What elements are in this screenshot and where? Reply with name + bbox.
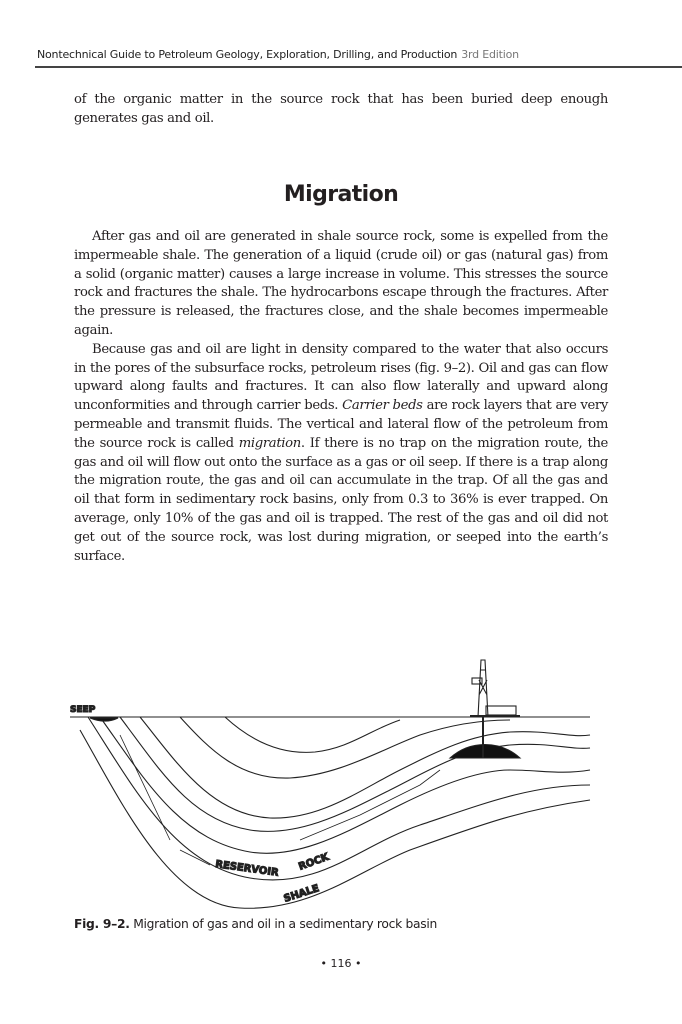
- drilling-rig-icon: [470, 660, 520, 717]
- caption-text: Migration of gas and oil in a sedimentary rock basin: [129, 917, 437, 931]
- body-text: [74, 228, 608, 566]
- intro-text: [74, 91, 608, 129]
- page-number: • 116 •: [320, 957, 362, 970]
- layer-boundary: [225, 717, 400, 752]
- running-header: [37, 48, 519, 61]
- oil-accumulation: [450, 745, 520, 759]
- layer-boundary: [180, 717, 510, 778]
- section-title: Migration: [283, 182, 399, 207]
- text-run: are rock layers that are very permeable and transmit fluids. The vertical and lateral flow of the petroleum from the source rock is called: [74, 398, 608, 451]
- paragraph: [74, 341, 608, 567]
- seep-oil: [90, 718, 118, 721]
- edition: 3rd Edition: [461, 48, 519, 61]
- label-reservoir: RESERVOIR: [214, 859, 280, 879]
- term-migration: migration: [238, 435, 301, 451]
- figure-caption: [74, 917, 437, 931]
- book-title: Nontechnical Guide to Petroleum Geology, Exploration, Drilling, and Production: [37, 48, 458, 61]
- figure-number: Fig. 9–2.: [74, 917, 130, 931]
- term-carrier-beds: Carrier beds: [342, 398, 423, 414]
- intro-paragraph: of the organic matter in the source rock that has been buried deep enough generates gas and oil.: [74, 92, 608, 126]
- label-seep: SEEP: [70, 705, 96, 715]
- text-run: . If there is no trap on the migration route, the gas and oil will flow out onto the surface as a gas or oil seep. If there is a trap along the migration route, the gas and oil can accumulate in the trap. Of all the gas and oil that form in sedimentary rock basins, only from 0.3 to 36% is ever trapped. On average, only 10% of the gas and oil is trapped. The rest of the gas and oil did not get out of the source rock, was lost during migration, or seeped into the earth’s surface.: [74, 435, 608, 564]
- label-rock: ROCK: [297, 851, 331, 873]
- migration-figure: [60, 640, 620, 920]
- text-run: Because gas and oil are light in density compared to the water that also occurs in the pores of the subsurface rocks, petroleum rises (fig. 9–2). Oil and gas can flow upward along faults and fractures. It can also flow laterally and upward along unconformities and through carrier beds.: [74, 341, 608, 414]
- migration-arrows: [120, 735, 440, 865]
- layer-boundary: [88, 717, 590, 880]
- label-shale: SHALE: [282, 883, 321, 905]
- paragraph: After gas and oil are generated in shale source rock, some is expelled from the impermeable shale. The generation of a liquid (crude oil) or gas (natural gas) from a solid (organic matter) causes a large increase in volume. This stresses the source rock and fractures the shale. The hydrocarbons escape through the fractures. After the pressure is released, the fractures close, and the shale becomes impermeable again.: [74, 229, 608, 338]
- basin-cross-section: [60, 640, 620, 915]
- header-rule: [35, 66, 682, 68]
